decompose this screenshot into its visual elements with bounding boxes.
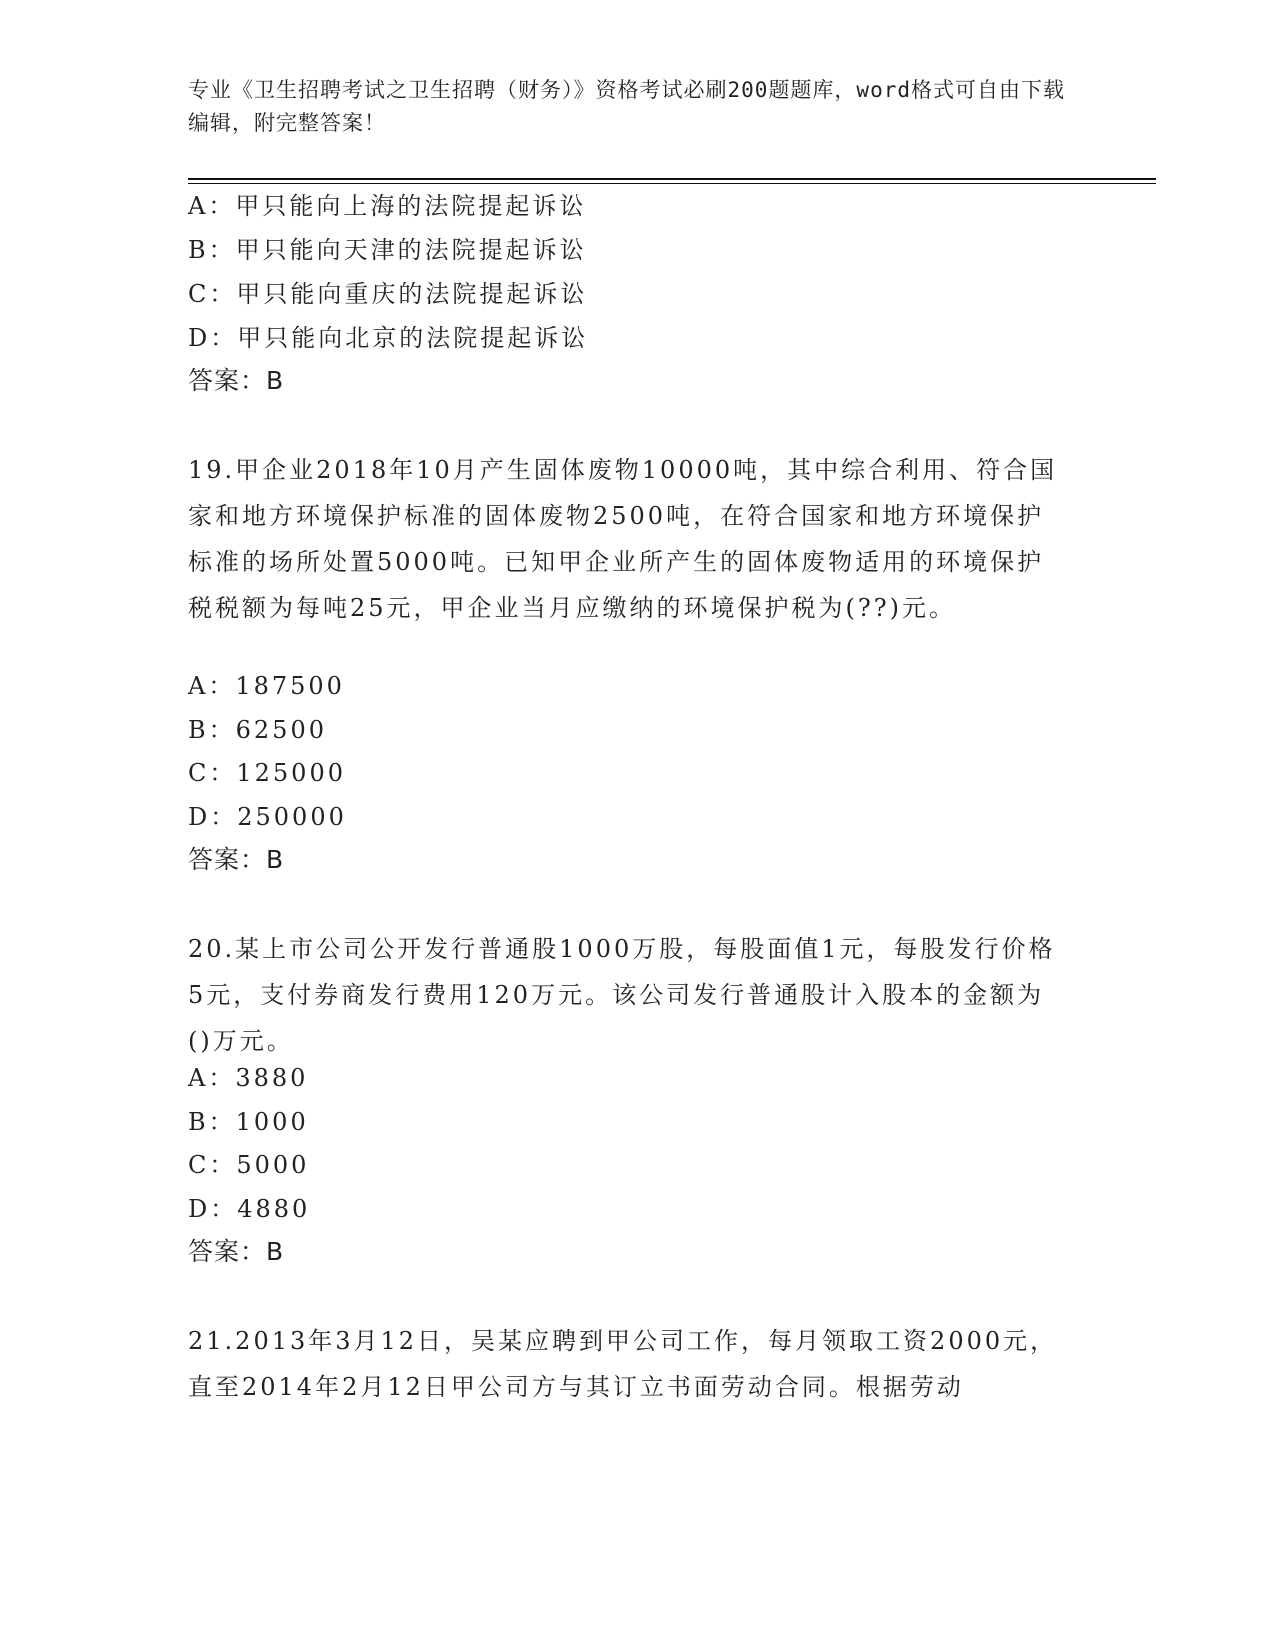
header-rule-thin — [188, 183, 1156, 184]
q20-answer: 答案：B — [188, 1237, 285, 1266]
q21-stem: 21.2013年3月12日，吴某应聘到甲公司工作，每月领取工资2000元，直至2014年2月12日甲公司方与其订立书面劳动合同。根据劳动 — [188, 1327, 1058, 1401]
q18-option-b: B：甲只能向天津的法院提起诉讼 — [188, 236, 587, 264]
q18-option-a: A：甲只能向上海的法院提起诉讼 — [188, 192, 587, 220]
q18-option-c: C：甲只能向重庆的法院提起诉讼 — [188, 280, 588, 308]
q18-answer: 答案：B — [188, 366, 285, 395]
q19-option-b: B：62500 — [188, 716, 327, 744]
header-rule-thick — [188, 178, 1156, 180]
q19-answer: 答案：B — [188, 845, 285, 874]
q18-option-d: D：甲只能向北京的法院提起诉讼 — [188, 324, 589, 352]
q20-option-a: A：3880 — [188, 1064, 309, 1092]
q19-option-c: C：125000 — [188, 759, 346, 787]
q20-option-d: D：4880 — [188, 1195, 311, 1223]
q19-stem: 19.甲企业2018年10月产生固体废物10000吨，其中综合利用、符合国家和地方环境保护标准的固体废物2500吨，在符合国家和地方环境保护标准的场所处置5000吨。已知甲企业所产生的固体废物适用的环境保护税税额为每吨25元，甲企业当月应缴纳的环境保护税为(??)元。 — [188, 456, 1058, 622]
q19-option-d: D：250000 — [188, 803, 347, 831]
q19-option-a: A：187500 — [188, 672, 345, 700]
document-header: 专业《卫生招聘考试之卫生招聘（财务）》资格考试必刷200题题库，word格式可自由下载编辑，附完整答案！ — [188, 78, 1065, 135]
q20-stem: 20.某上市公司公开发行普通股1000万股，每股面值1元，每股发行价格5元，支付券商发行费用120万元。该公司发行普通股计入股本的金额为()万元。 — [188, 935, 1056, 1055]
q20-option-c: C：5000 — [188, 1151, 310, 1179]
q20-option-b: B：1000 — [188, 1108, 309, 1136]
